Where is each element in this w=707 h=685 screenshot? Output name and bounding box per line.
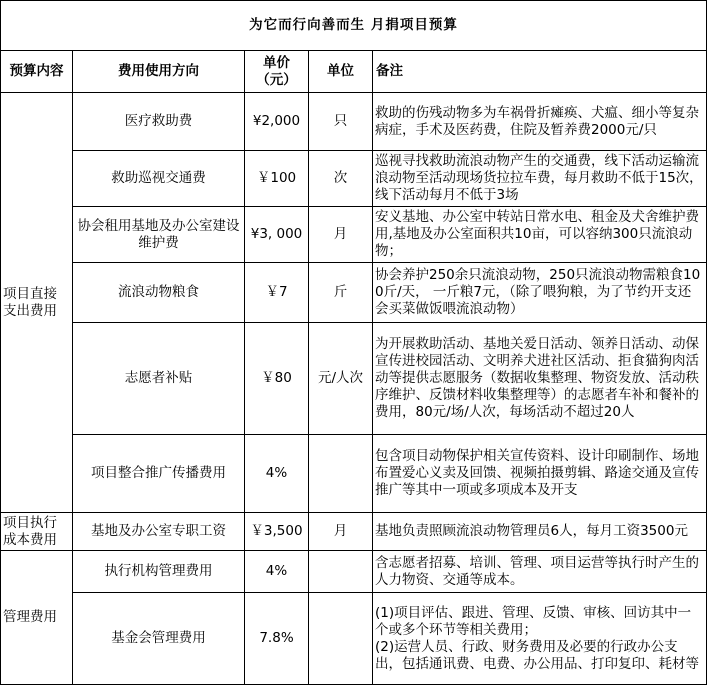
row-purpose: 基金会管理费用: [73, 593, 245, 685]
row-note: 安义基地、办公室中转站日常水电、租金及犬舍维护费用,基地及办公室面积共10亩，可以容纳300只流浪动物；: [373, 207, 707, 263]
category-execution: 项目执行成本费用: [1, 513, 73, 551]
row-price: ￥100: [245, 151, 309, 207]
header-unit: 单位: [309, 51, 373, 93]
header-note: 备注: [373, 51, 707, 93]
row-price: 7.8%: [245, 593, 309, 685]
row-unit: 月: [309, 207, 373, 263]
row-unit: 元/人次: [309, 323, 373, 435]
row-unit: [309, 551, 373, 593]
table-title: 为它而行向善而生 月捐项目预算: [1, 1, 707, 51]
table-row: [1, 513, 707, 551]
table-row: [1, 593, 707, 685]
row-unit: [309, 593, 373, 685]
row-price: ￥3,500: [245, 513, 309, 551]
header-purpose: 费用使用方向: [73, 51, 245, 93]
row-purpose: 救助巡视交通费: [73, 151, 245, 207]
table-row: [1, 323, 707, 435]
row-unit: 斤: [309, 263, 373, 323]
row-note: 基地负责照顾流浪动物管理员6人，每月工资3500元: [373, 513, 707, 551]
category-direct: 项目直接支出费用: [1, 93, 73, 513]
row-note: (1)项目评估、跟进、管理、反馈、审核、回访其中一个或多个环节等相关费用； (2)运营人员、行政、财务费用及必要的行政办公支出，包括通讯费、电费、办公用品、打印复印、耗材等: [373, 593, 707, 685]
row-purpose: 协会租用基地及办公室建设维护费: [73, 207, 245, 263]
row-price: 4%: [245, 435, 309, 513]
row-unit: 月: [309, 513, 373, 551]
row-note: 巡视寻找救助流浪动物产生的交通费，线下活动运输流浪动物至活动现场货拉拉车费，每月救助不低于15次，线下活动每月不低于3场: [373, 151, 707, 207]
row-price: ¥3, 000: [245, 207, 309, 263]
header-row: [1, 51, 707, 93]
row-note: 为开展救助活动、基地关爱日活动、领养日活动、动保宣传进校园活动、文明养犬进社区活动、拒食猫狗肉活动等提供志愿服务（数据收集整理、物资发放、活动秩序维护、反馈材料收集整理等）的志愿者车补和餐补的费用，80元/场/人次，每场活动不超过20人: [373, 323, 707, 435]
row-unit: 次: [309, 151, 373, 207]
header-unit-price: 单价 （元）: [245, 51, 309, 93]
row-purpose: 流浪动物粮食: [73, 263, 245, 323]
row-purpose: 志愿者补贴: [73, 323, 245, 435]
row-note: 救助的伤残动物多为车祸骨折瘫痪、犬瘟、细小等复杂病症，手术及医药费，住院及暂养费2000元/只: [373, 93, 707, 151]
row-note: 协会养护250余只流浪动物，250只流浪动物需粮食100斤/天， 一斤粮7元，（除了喂狗粮，为了节约开支还会买菜做饭喂流浪动物）: [373, 263, 707, 323]
table-row: [1, 207, 707, 263]
row-unit: [309, 435, 373, 513]
row-price: ¥2,000: [245, 93, 309, 151]
row-price: ￥80: [245, 323, 309, 435]
row-note: 含志愿者招募、培训、管理、项目运营等执行时产生的人力物资、交通等成本。: [373, 551, 707, 593]
table-row: [1, 151, 707, 207]
category-management: 管理费用: [1, 551, 73, 685]
row-purpose: 执行机构管理费用: [73, 551, 245, 593]
row-purpose: 基地及办公室专职工资: [73, 513, 245, 551]
row-unit: 只: [309, 93, 373, 151]
row-note: 包含项目动物保护相关宣传资料、设计印刷制作、场地布置爱心义卖及回馈、视频拍摄剪辑、路途交通及宣传推广等其中一项或多项成本及开支: [373, 435, 707, 513]
table-row: [1, 93, 707, 151]
title-row: [1, 1, 707, 51]
row-purpose: 项目整合推广传播费用: [73, 435, 245, 513]
row-purpose: 医疗救助费: [73, 93, 245, 151]
row-price: 4%: [245, 551, 309, 593]
table-row: [1, 435, 707, 513]
table-row: [1, 551, 707, 593]
header-category: 预算内容: [1, 51, 73, 93]
row-price: ￥7: [245, 263, 309, 323]
table-row: [1, 263, 707, 323]
